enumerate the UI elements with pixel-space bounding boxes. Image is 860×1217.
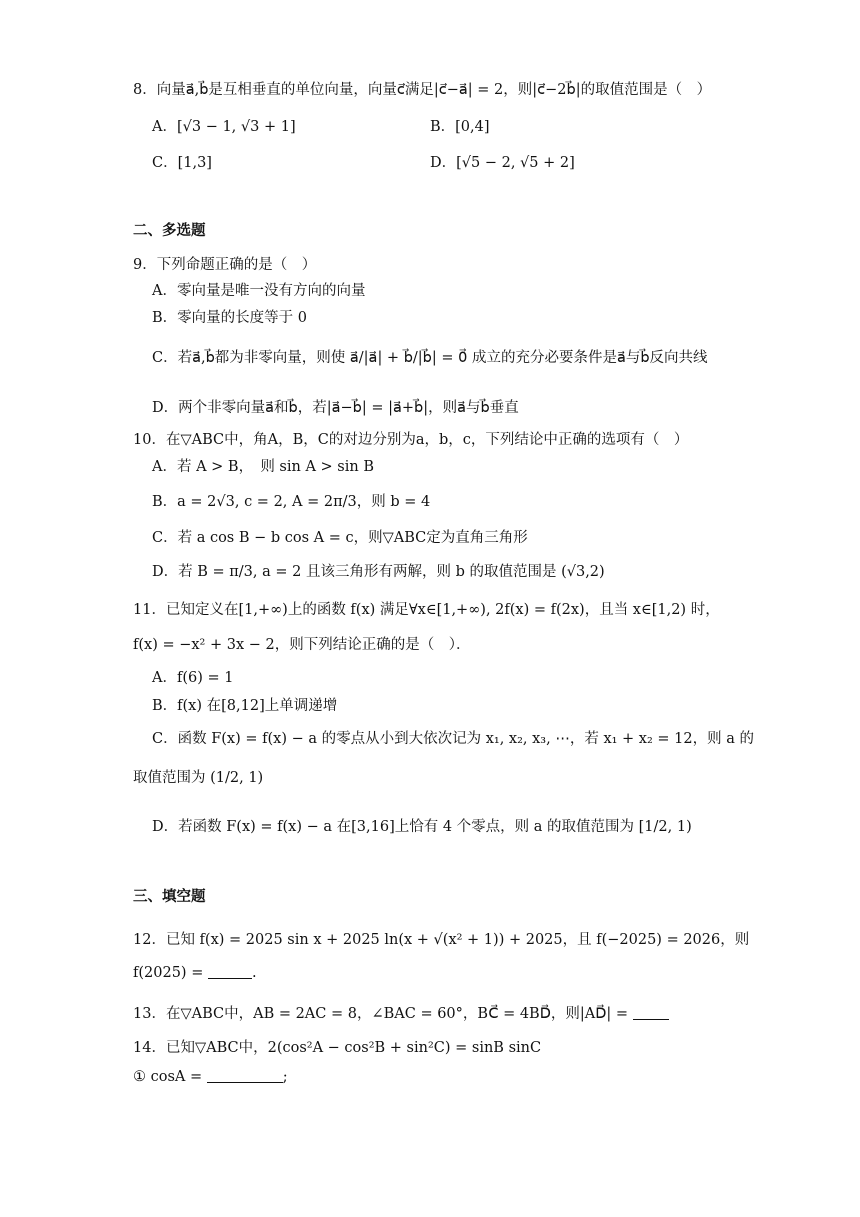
q10-option-b: B．a = 2√3, c = 2, A = 2π/3，则 b = 4	[152, 494, 431, 510]
q10-stem: 10．在▽ABC中，角A，B，C的对边分别为a，b，c，下列结论中正确的选项有（ ）	[133, 432, 689, 448]
q11-option-a: A．f(6) = 1	[152, 670, 234, 686]
q12-line2: f(2025) = .	[133, 965, 257, 981]
q13-text: 13．在▽ABC中，AB = 2AC = 8，∠BAC = 60°，BC⃗ = 4BD⃗，则|AD⃗| =	[133, 1006, 629, 1022]
q11-option-b: B．f(x) 在[8,12]上单调递增	[152, 698, 338, 714]
q8-option-c: C．[1,3]	[152, 155, 212, 171]
q9-option-d: D．两个非零向量a⃗和b⃗，若|a⃗−b⃗| = |a⃗+b⃗|，则a⃗与b⃗垂直	[152, 400, 519, 416]
q13-line	[133, 1002, 669, 1023]
q10-option-d: D．若 B = π/3, a = 2 且该三角形有两解，则 b 的取值范围是 (√3,2)	[152, 564, 605, 580]
q8-stem: 8．向量a⃗,b⃗是互相垂直的单位向量，向量c⃗满足|c⃗−a⃗| = 2，则|c⃗−2b⃗|的取值范围是（ ）	[133, 82, 712, 98]
q8-option-b: B．[0,4]	[430, 119, 490, 135]
q10-option-c: C．若 a cos B − b cos A = c，则▽ABC定为直角三角形	[152, 530, 528, 546]
q8-option-d: D．[√5 − 2, √5 + 2]	[430, 155, 575, 171]
q11-stem-line1: 11．已知定义在[1,+∞)上的函数 f(x) 满足∀x∈[1,+∞), 2f(x) = f(2x)，且当 x∈[1,2) 时，	[133, 602, 720, 618]
q11-option-c-line2: 取值范围为 (1/2, 1)	[133, 770, 264, 786]
q14-line2: ① cosA = ;	[133, 1069, 288, 1085]
q10-option-a: A．若 A > B， 则 sin A > sin B	[152, 459, 374, 475]
q14-line1: 14．已知▽ABC中，2(cos²A − cos²B + sin²C) = sinB sinC	[133, 1040, 542, 1056]
q8-option-a: A．[√3 − 1, √3 + 1]	[152, 119, 296, 135]
q12-answer-blank[interactable]	[208, 964, 252, 979]
q11-option-d: D．若函数 F(x) = f(x) − a 在[3,16]上恰有 4 个零点，则 a 的取值范围为 [1/2, 1)	[152, 819, 692, 835]
q11-option-c-line1: C．函数 F(x) = f(x) − a 的零点从小到大依次记为 x₁, x₂, x₃, ⋯，若 x₁ + x₂ = 12，则 a 的	[152, 731, 754, 747]
q14-line2-text: ① cosA =	[133, 1069, 203, 1085]
q9-option-a: A．零向量是唯一没有方向的向量	[152, 283, 366, 299]
q14-answer-blank[interactable]	[207, 1068, 283, 1083]
q9-option-c: C．若a⃗,b⃗都为非零向量，则使 a⃗/|a⃗| + b⃗/|b⃗| = 0⃗ 成立的充分必要条件是a⃗与b⃗反向共线	[152, 350, 708, 366]
q9-option-b: B．零向量的长度等于 0	[152, 310, 307, 326]
section-heading-multi-choice: 二、多选题	[133, 223, 206, 239]
q11-stem-line2: f(x) = −x² + 3x − 2，则下列结论正确的是（ ）．	[133, 637, 471, 653]
q9-stem: 9．下列命题正确的是（ ）	[133, 257, 317, 273]
q12-line1: 12．已知 f(x) = 2025 sin x + 2025 ln(x + √(x² + 1)) + 2025，且 f(−2025) = 2026，则	[133, 932, 750, 948]
section-heading-fill-in: 三、填空题	[133, 889, 206, 905]
q13-answer-blank[interactable]	[633, 1005, 669, 1020]
q12-line2-text: f(2025) =	[133, 965, 204, 981]
